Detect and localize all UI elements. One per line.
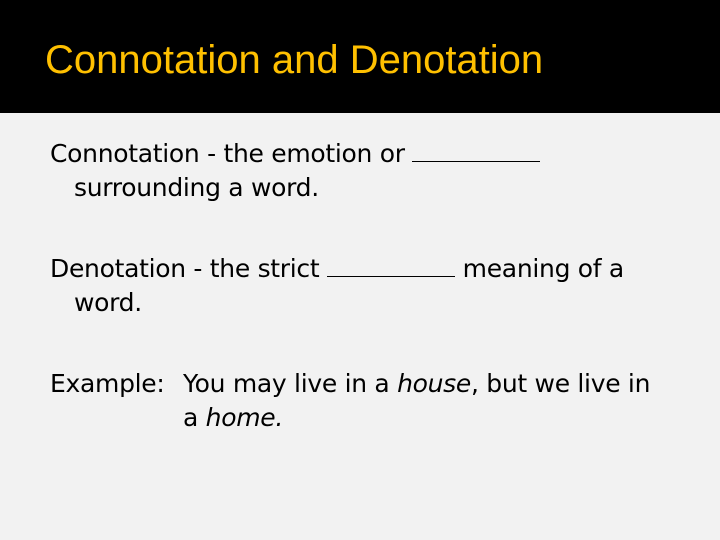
example — [50, 367, 690, 435]
connotation-text: Connotation - the emotion or — [50, 139, 413, 168]
example-label: Example: — [50, 369, 165, 398]
slide-title: Connotation and Denotation — [45, 38, 544, 82]
fill-in-blank — [327, 252, 455, 277]
fill-in-blank — [412, 137, 540, 162]
example-word-home: home. — [205, 403, 283, 432]
connotation-line-2: surrounding a word. — [74, 173, 319, 202]
example-line-1 — [50, 367, 690, 401]
connotation-line-1 — [50, 137, 690, 171]
denotation-line-2: word. — [74, 288, 142, 317]
example-text-2: , but we live in — [470, 369, 651, 398]
connotation-definition — [50, 137, 690, 205]
denotation-text-after: meaning of a — [455, 254, 624, 283]
example-text-1: You may live in a — [183, 369, 398, 398]
denotation-text: Denotation - the strict — [50, 254, 328, 283]
example-text-3: a — [183, 403, 206, 432]
denotation-definition — [50, 252, 690, 320]
denotation-line-1 — [50, 252, 690, 286]
example-line-2 — [50, 401, 690, 435]
example-word-house: house — [397, 369, 471, 398]
title-bar — [0, 0, 720, 113]
